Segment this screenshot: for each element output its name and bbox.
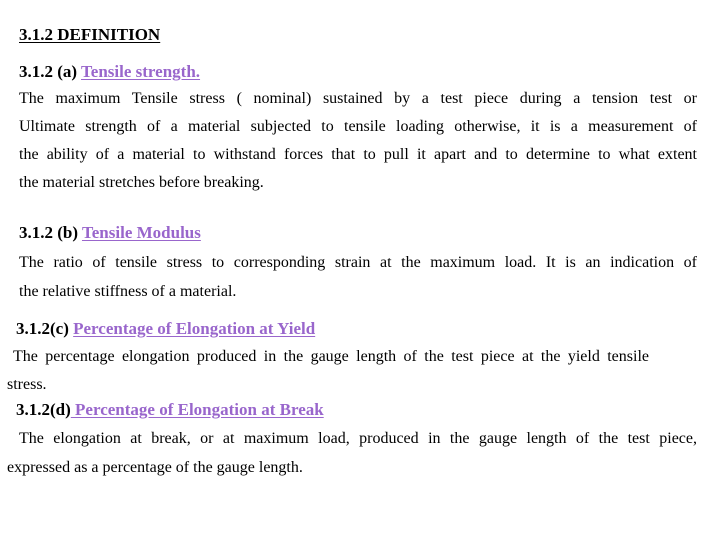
section-a-title-link[interactable]: Tensile strength. bbox=[81, 62, 201, 81]
section-d-line-1: The elongation at break, or at maximum load, produced in the gauge length of the test piece, bbox=[19, 430, 697, 447]
section-a-heading bbox=[19, 62, 200, 82]
section-b-heading bbox=[19, 223, 201, 243]
section-b-line-1: The ratio of tensile stress to corresponding strain at the maximum load. It is an indication of bbox=[19, 254, 697, 271]
section-c-number: 3.1.2(c) bbox=[16, 319, 74, 338]
section-c-line-1: The percentage elongation produced in the gauge length of the test piece at the yield tensile bbox=[13, 348, 649, 365]
section-a-line-3: the ability of a material to withstand forces that to pull it apart and to determine to what extent bbox=[19, 146, 697, 163]
section-d-number: 3.1.2(d) bbox=[16, 400, 71, 419]
section-b-title-link[interactable]: Tensile Modulus bbox=[81, 223, 201, 242]
section-b-line-2: the relative stiffness of a material. bbox=[19, 283, 237, 300]
section-c-line-2: stress. bbox=[7, 376, 47, 393]
section-d-heading bbox=[16, 400, 324, 420]
section-d-line-2: expressed as a percentage of the gauge length. bbox=[7, 459, 303, 476]
section-a-number: 3.1.2 (a) bbox=[19, 62, 82, 81]
page-title: 3.1.2 DEFINITION bbox=[19, 25, 161, 44]
section-c-heading bbox=[16, 319, 315, 339]
section-b-number: 3.1.2 (b) bbox=[19, 223, 82, 242]
section-d-title-link[interactable]: Percentage of Elongation at Break bbox=[70, 400, 324, 419]
section-c-title-link[interactable]: Percentage of Elongation at Yield bbox=[73, 319, 316, 338]
section-a-line-2: Ultimate strength of a material subjected to tensile loading otherwise, it is a measurement of bbox=[19, 118, 697, 135]
section-a-line-4: the material stretches before breaking. bbox=[19, 174, 264, 191]
section-a-line-1: The maximum Tensile stress ( nominal) sustained by a test piece during a tension test or bbox=[19, 90, 697, 107]
